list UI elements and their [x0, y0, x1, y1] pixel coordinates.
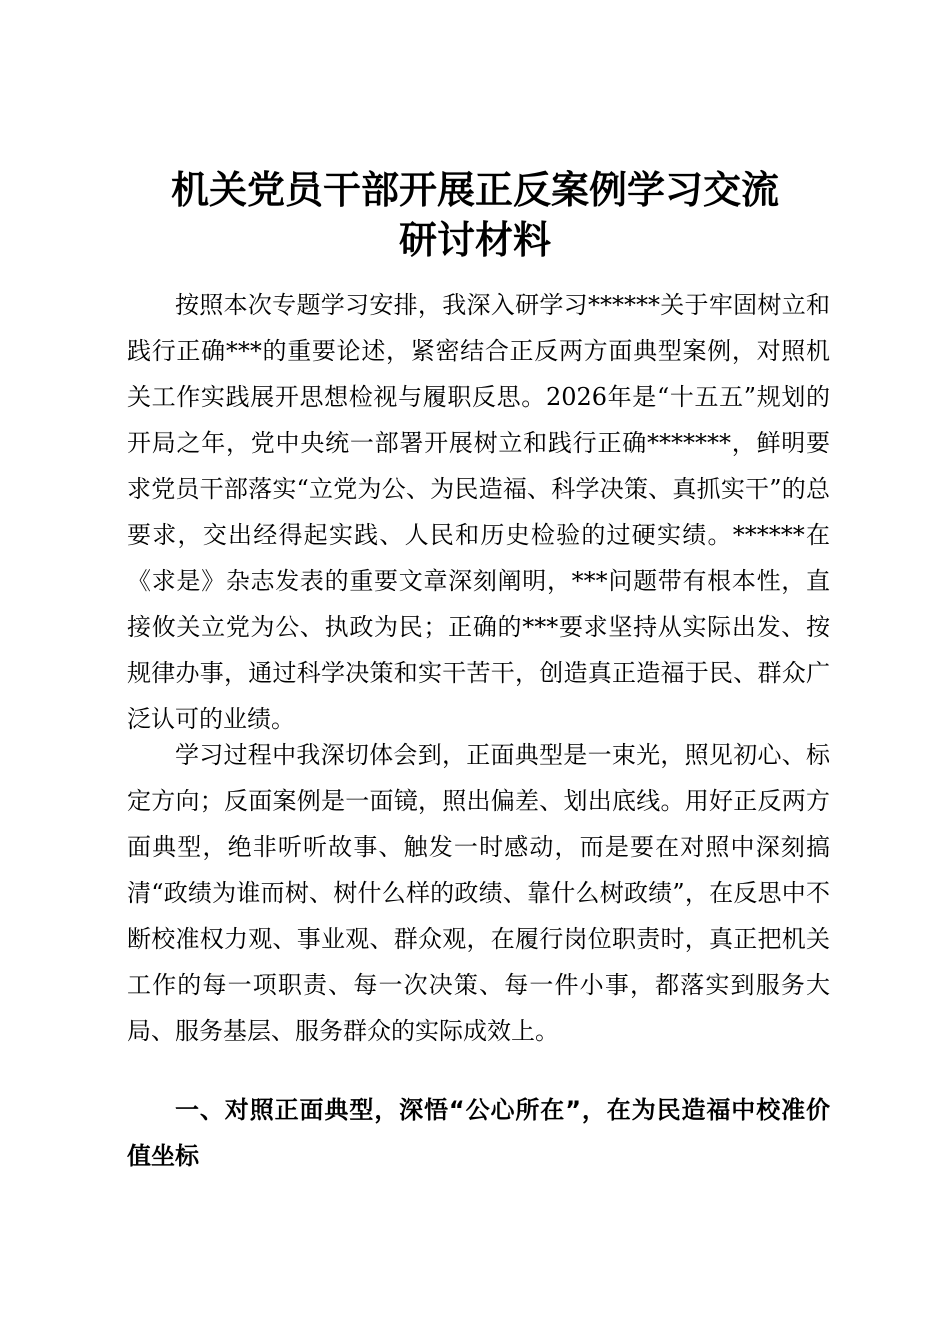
document-title-line1: 机关党员干部开展正反案例学习交流	[170, 167, 779, 212]
section-heading-1: 一、对照正面典型，深悟“公心所在”，在为民造福中校准价值坐标	[127, 1096, 830, 1170]
document-title-line2: 研讨材料	[398, 217, 551, 262]
body-paragraph-1: 按照本次专题学习安排，我深入研学习******关于牢固树立和践行正确***的重要论述，紧密结合正反两方面典型案例，对照机关工作实践展开思想检视与履职反思。2026年是“十五五”规划的开局之年，党中央统一部署开展树立和践行正确*******，鲜明要求党员干部落实“立党为公、为民造福、科学决策、真抓实干”的总要求，交出经得起实践、人民和历史检验的过硬实绩。******在《求是》杂志发表的重要文章深刻阐明，***问题带有根本性，直接攸关立党为公、执政为民；正确的***要求坚持从实际出发、按规律办事，通过科学决策和实干苦干，创造真正造福于民、群众广泛认可的业绩。	[127, 291, 830, 733]
body-paragraph-2: 学习过程中我深切体会到，正面典型是一束光，照见初心、标定方向；反面案例是一面镜，照出偏差、划出底线。用好正反两方面典型，绝非听听故事、触发一时感动，而是要在对照中深刻搞清“政绩为谁而树、树什么样的政绩、靠什么树政绩”，在反思中不断校准权力观、事业观、群众观，在履行岗位职责时，真正把机关工作的每一项职责、每一次决策、每一件小事，都落实到服务大局、服务基层、服务群众的实际成效上。	[127, 741, 830, 1045]
